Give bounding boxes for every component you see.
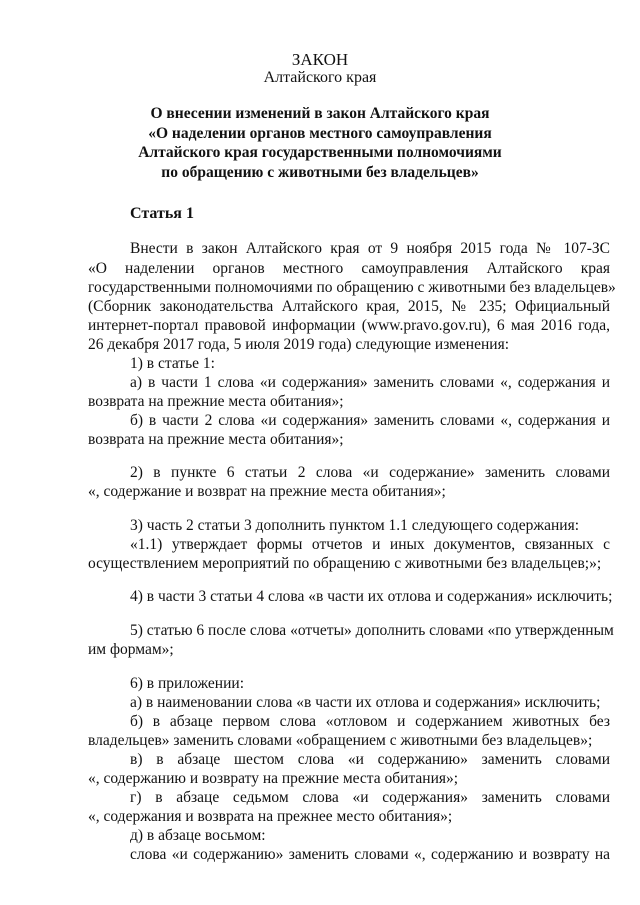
body-line: 1) в статье 1: [130,355,215,372]
body-line: 2) в пункте 6 статьи 2 слова «и содержание» заменить словами [130,464,610,481]
body-line: «, содержанию и возврату на прежние места обитания»; [88,770,459,787]
law-heading-line: О внесении изменений в закон Алтайского края [150,105,490,122]
body-line: «, содержание и возврат на прежние места обитания»; [88,483,446,500]
body-line: слова «и содержанию» заменить словами «, содержанию и возврату на [130,846,610,863]
body-line: государственными полномочиями по обращению с животными без владельцев» [88,279,616,296]
body-line: осуществлением мероприятий по обращению с животными без владельцев;»; [88,555,602,572]
body-line: 26 декабря 2017 года, 5 июля 2019 года) следующие изменения: [88,336,510,353]
body-line: возврата на прежние места обитания»; [88,431,344,448]
body-line: г) в абзаце седьмом слова «и содержания» заменить словами [130,789,610,806]
body-line: б) в части 2 слова «и содержания» заменить словами «, содержания и [130,412,610,429]
document-title: ЗАКОН [291,50,349,69]
body-line: а) в части 1 слова «и содержания» заменить словами «, содержания и [130,374,610,391]
body-line: владельцев» заменить словами «обращением с животными без владельцев»; [88,732,593,749]
body-line: б) в абзаце первом слова «отловом и содержанием животных без [130,713,610,730]
body-line: «О наделении органов местного самоуправления Алтайского края [88,260,610,277]
body-line: в) в абзаце шестом слова «и содержанию» заменить словами [130,751,610,768]
body-line: «, содержания и возврата на прежнее место обитания»; [88,808,453,825]
law-heading [0,104,640,182]
body-line: «1.1) утверждает формы отчетов и иных документов, связанных с [130,536,610,553]
article-title: Статья 1 [130,205,194,222]
body-line: 3) часть 2 статьи 3 дополнить пунктом 1.1 следующего содержания: [130,517,580,534]
body-line: Внести в закон Алтайского края от 9 ноября 2015 года № 107-ЗС [130,240,610,257]
document-subtitle: Алтайского края [263,69,377,86]
law-heading-line: по обращению с животными без владельцев» [161,163,479,181]
body-line: возврата на прежние места обитания»; [88,393,344,410]
body-line: 4) в части 3 статьи 4 слова «в части их отлова и содержания» исключить; [130,588,613,605]
body-line: им формам»; [88,641,174,658]
body-line: (Сборник законодательства Алтайского края, 2015, № 235; Официальный [88,298,610,315]
body-line: а) в наименовании слова «в части их отлова и содержания» исключить; [130,694,601,711]
body-line: интернет-портал правовой информации (www.pravo.gov.ru), 6 мая 2016 года, [88,317,610,334]
body-line: 6) в приложении: [130,675,244,692]
body-line: 5) статью 6 после слова «отчеты» дополнить словами «по утвержденным [130,622,614,639]
law-heading-line: «О наделении органов местного самоуправления [148,124,492,142]
law-heading-line: Алтайского края государственными полномочиями [138,144,502,161]
body-line: д) в абзаце восьмом: [130,827,266,844]
